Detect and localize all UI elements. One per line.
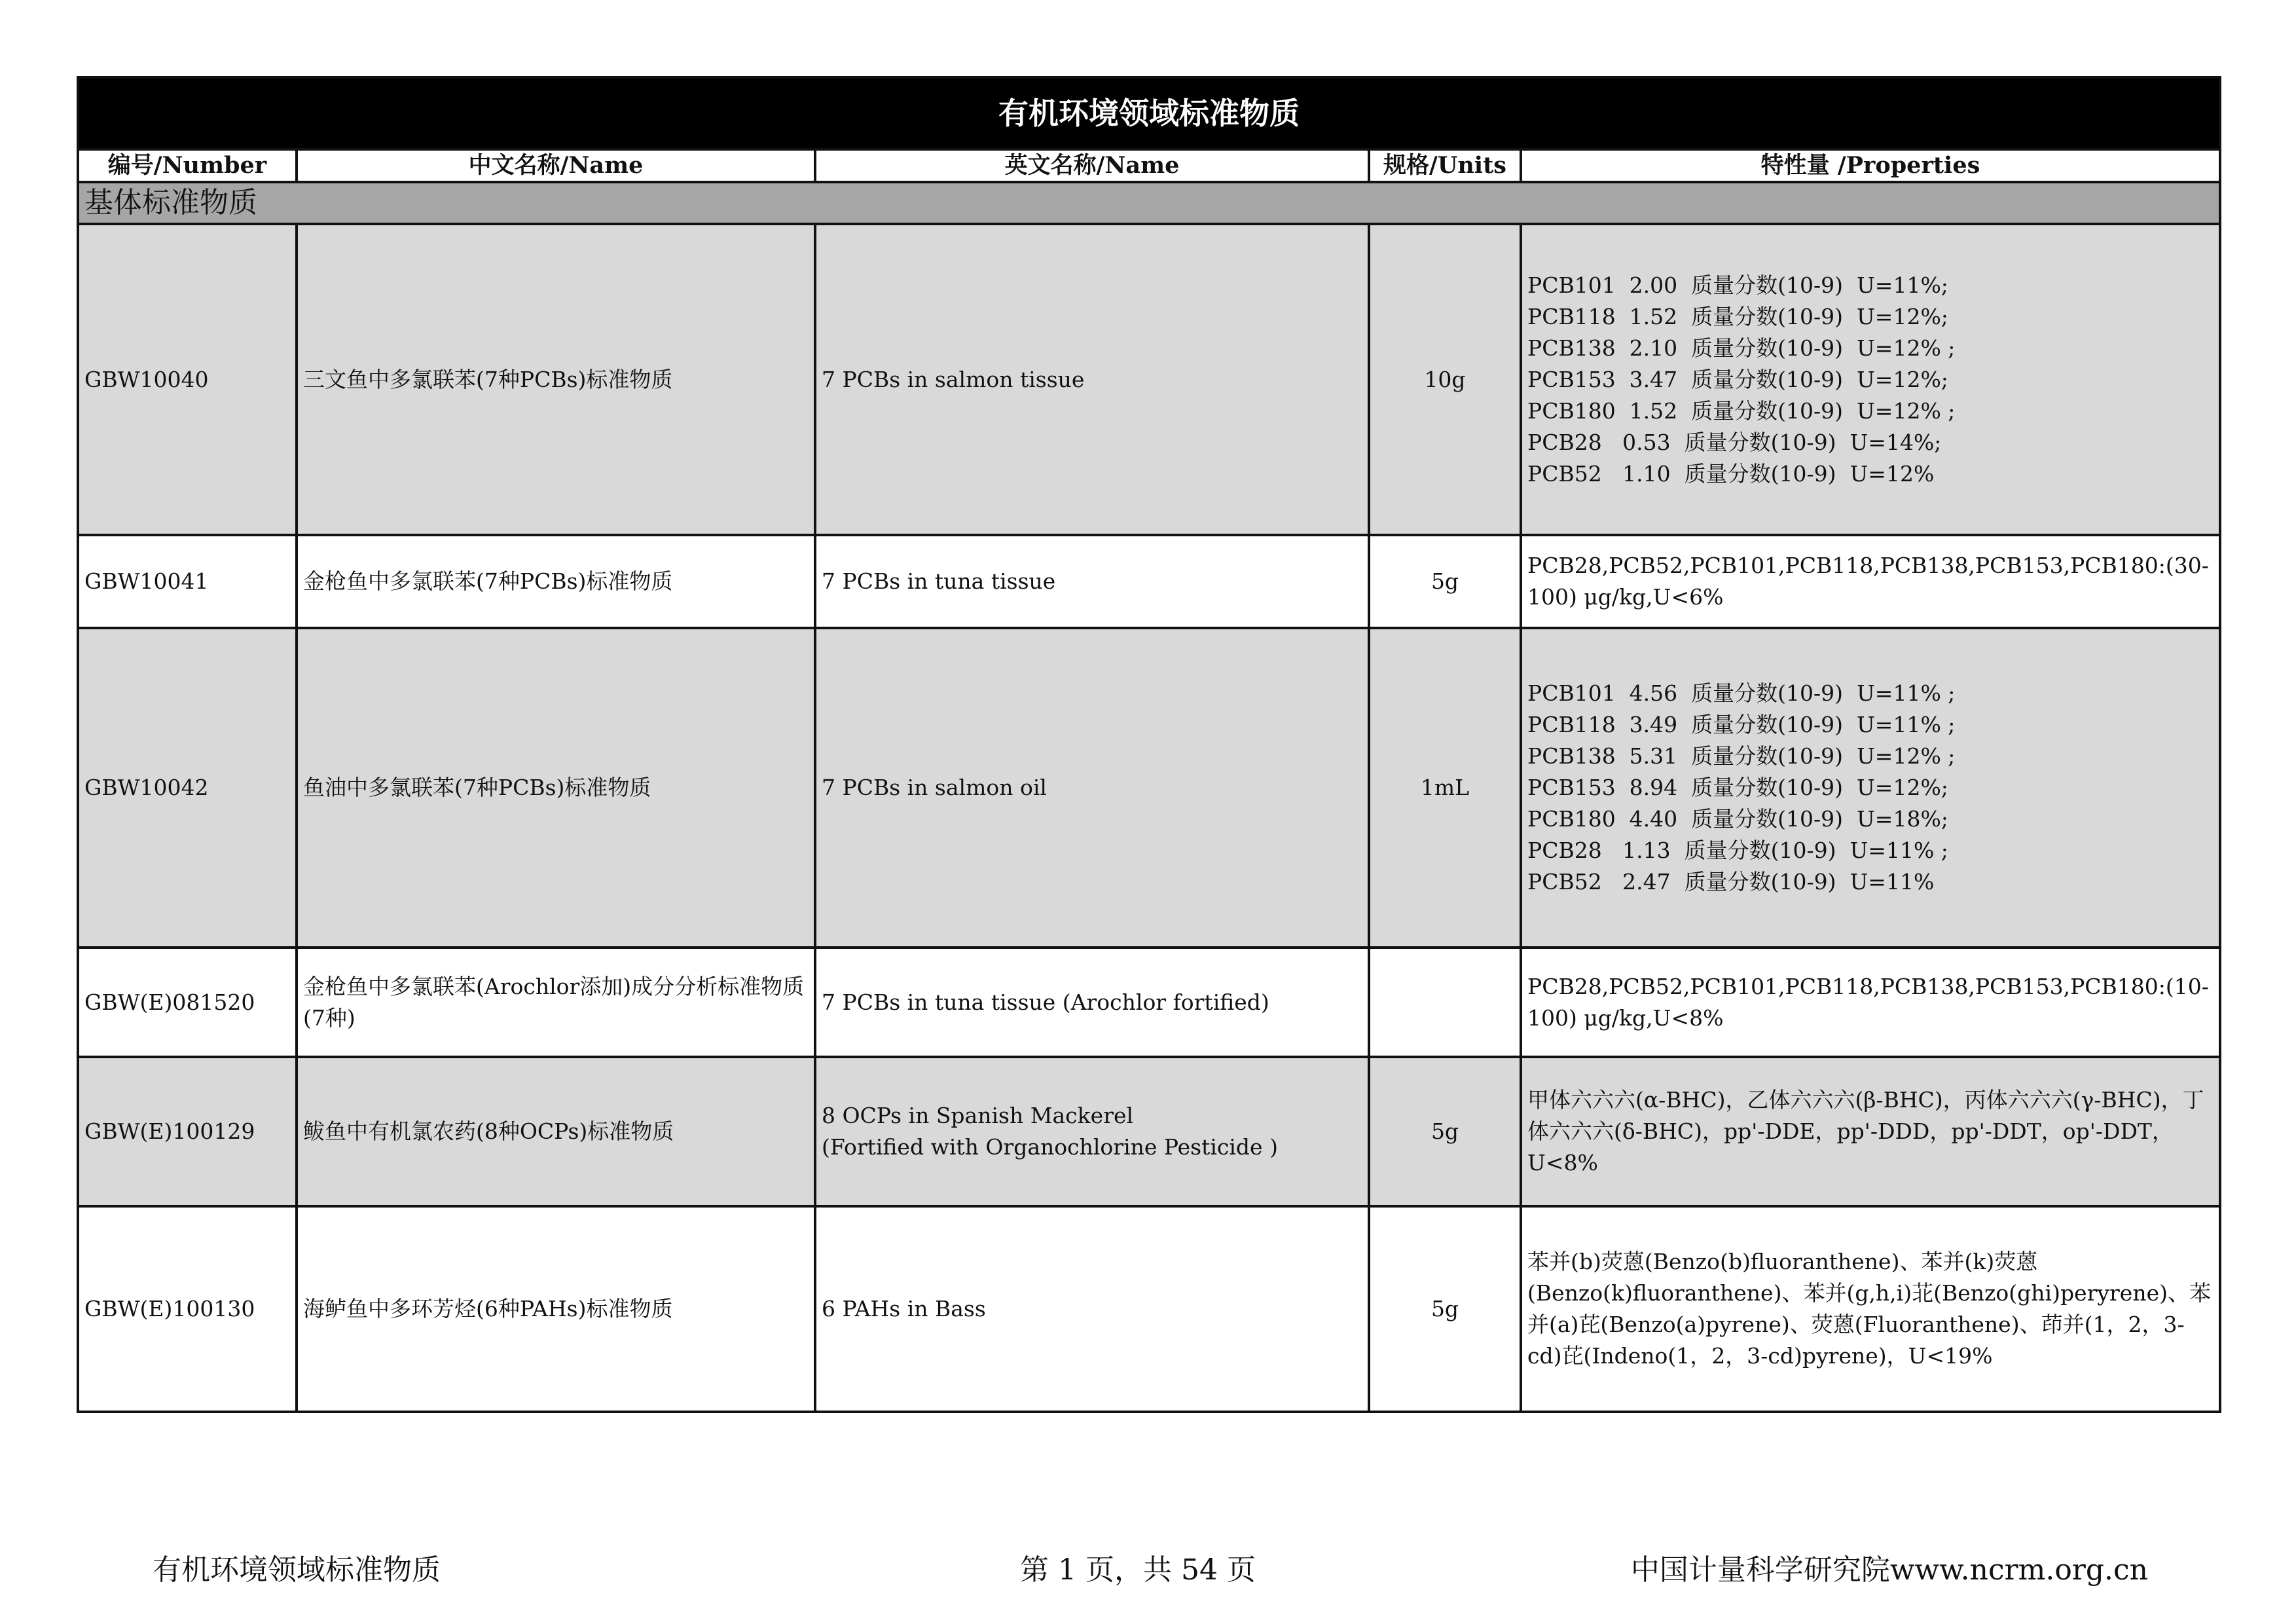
en-name-line: 8 OCPs in Spanish Mackerel bbox=[822, 1103, 1134, 1128]
cell-units: 1mL bbox=[1369, 628, 1521, 948]
table-row bbox=[78, 1057, 2220, 1206]
table-row bbox=[78, 535, 2220, 628]
cell-cn-name: 鲅鱼中有机氯农药(8种OCPs)标准物质 bbox=[297, 1057, 815, 1206]
cell-properties bbox=[1521, 628, 2220, 948]
table-row bbox=[78, 224, 2220, 535]
table-row bbox=[78, 628, 2220, 948]
section-label: 基体标准物质 bbox=[78, 182, 2220, 224]
cell-en-name bbox=[815, 535, 1369, 628]
page-footer bbox=[0, 1551, 2296, 1590]
standard-materials-sheet bbox=[77, 76, 2219, 1413]
en-name-line: 6 PAHs in Bass bbox=[822, 1296, 986, 1321]
cell-units: 10g bbox=[1369, 224, 1521, 535]
header-properties: 特性量 /Properties bbox=[1521, 149, 2220, 182]
en-name-line: 7 PCBs in tuna tissue bbox=[822, 568, 1056, 594]
table-row bbox=[78, 1206, 2220, 1412]
header-en-name: 英文名称/Name bbox=[815, 149, 1369, 182]
cell-number: GBW(E)100130 bbox=[78, 1206, 297, 1412]
cell-en-name bbox=[815, 224, 1369, 535]
footer-page-number: 第 1 页，共 54 页 bbox=[1020, 1553, 1256, 1587]
cell-units: 5g bbox=[1369, 1206, 1521, 1412]
property-line: PCB52 2.47 质量分数(10-9) U=11% bbox=[1527, 869, 1935, 895]
property-line: PCB138 5.31 质量分数(10-9) U=12% ; bbox=[1527, 743, 1956, 769]
en-name-line: 7 PCBs in tuna tissue (Arochlor fortified) bbox=[822, 989, 1269, 1015]
property-line: PCB180 1.52 质量分数(10-9) U=12% ; bbox=[1527, 397, 1956, 424]
property-line: PCB28,PCB52,PCB101,PCB118,PCB138,PCB153,PCB180:(10-100) μg/kg,U<8% bbox=[1527, 973, 2209, 1031]
cell-en-name bbox=[815, 1206, 1369, 1412]
property-line: 苯并(b)荧蒽(Benzo(b)fluoranthene)、苯并(k)荧蒽(Benzo(k)fluoranthene)、苯并(g,h,i)苝(Benzo(ghi)peryrene)、苯并(a)芘(Benzo(a)pyrene)、荧蒽(Fluoranthene)、茚并(1，2，3-cd)芘(Indeno(1，2，3-cd)pyrene)，U<19% bbox=[1527, 1249, 2211, 1369]
cell-properties bbox=[1521, 535, 2220, 628]
cell-number: GBW10040 bbox=[78, 224, 297, 535]
en-name-line: (Fortified with Organochlorine Pesticide ) bbox=[822, 1134, 1278, 1160]
property-line: PCB28 0.53 质量分数(10-9) U=14%; bbox=[1527, 429, 1942, 455]
section-row bbox=[78, 182, 2220, 224]
cell-cn-name: 金枪鱼中多氯联苯(7种PCBs)标准物质 bbox=[297, 535, 815, 628]
en-name-line: 7 PCBs in salmon tissue bbox=[822, 366, 1085, 392]
property-line: PCB153 3.47 质量分数(10-9) U=12%; bbox=[1527, 366, 1948, 392]
footer-institute: 中国计量科学研究院www.ncrm.org.cn bbox=[1630, 1553, 2148, 1587]
cell-en-name bbox=[815, 1057, 1369, 1206]
cell-units: 5g bbox=[1369, 535, 1521, 628]
cell-units: 5g bbox=[1369, 1057, 1521, 1206]
table-row bbox=[78, 948, 2220, 1057]
property-line: PCB138 2.10 质量分数(10-9) U=12% ; bbox=[1527, 335, 1956, 361]
property-line: PCB118 3.49 质量分数(10-9) U=11% ; bbox=[1527, 712, 1956, 737]
header-units: 规格/Units bbox=[1369, 149, 1521, 182]
property-line: PCB52 1.10 质量分数(10-9) U=12% bbox=[1527, 460, 1935, 487]
cell-properties bbox=[1521, 1057, 2220, 1206]
property-line: PCB118 1.52 质量分数(10-9) U=12%; bbox=[1527, 303, 1948, 329]
property-line: PCB180 4.40 质量分数(10-9) U=18%; bbox=[1527, 806, 1948, 832]
cell-cn-name: 三文鱼中多氯联苯(7种PCBs)标准物质 bbox=[297, 224, 815, 535]
cell-cn-name: 海鲈鱼中多环芳烃(6种PAHs)标准物质 bbox=[297, 1206, 815, 1412]
cell-number: GBW10042 bbox=[78, 628, 297, 948]
header-cn-name: 中文名称/Name bbox=[297, 149, 815, 182]
cell-properties bbox=[1521, 948, 2220, 1057]
cell-properties bbox=[1521, 1206, 2220, 1412]
property-line: 甲体六六六(α-BHC)，乙体六六六(β-BHC)，丙体六六六(γ-BHC)，丁体六六六(δ-BHC)，pp'-DDE，pp'-DDD，pp'-DDT，op'-DDT，U<8% bbox=[1527, 1087, 2204, 1175]
en-name-line: 7 PCBs in salmon oil bbox=[822, 775, 1047, 800]
cell-number: GBW(E)100129 bbox=[78, 1057, 297, 1206]
property-line: PCB153 8.94 质量分数(10-9) U=12%; bbox=[1527, 775, 1948, 800]
cell-cn-name: 金枪鱼中多氯联苯(Arochlor添加)成分分析标准物质(7种) bbox=[297, 948, 815, 1057]
property-line: PCB28,PCB52,PCB101,PCB118,PCB138,PCB153,PCB180:(30-100) μg/kg,U<6% bbox=[1527, 553, 2209, 610]
cell-units bbox=[1369, 948, 1521, 1057]
footer-doc-title: 有机环境领域标准物质 bbox=[153, 1553, 441, 1587]
header-number: 编号/Number bbox=[78, 149, 297, 182]
cell-en-name bbox=[815, 628, 1369, 948]
standard-materials-table bbox=[77, 76, 2221, 1413]
cell-en-name bbox=[815, 948, 1369, 1057]
table-title: 有机环境领域标准物质 bbox=[78, 77, 2220, 149]
cell-cn-name: 鱼油中多氯联苯(7种PCBs)标准物质 bbox=[297, 628, 815, 948]
cell-number: GBW(E)081520 bbox=[78, 948, 297, 1057]
property-line: PCB101 2.00 质量分数(10-9) U=11%; bbox=[1527, 272, 1948, 298]
property-line: PCB28 1.13 质量分数(10-9) U=11% ; bbox=[1527, 838, 1948, 863]
cell-properties bbox=[1521, 224, 2220, 535]
table-title-row bbox=[78, 77, 2220, 149]
column-header-row bbox=[78, 149, 2220, 182]
property-line: PCB101 4.56 质量分数(10-9) U=11% ; bbox=[1527, 680, 1956, 706]
cell-number: GBW10041 bbox=[78, 535, 297, 628]
